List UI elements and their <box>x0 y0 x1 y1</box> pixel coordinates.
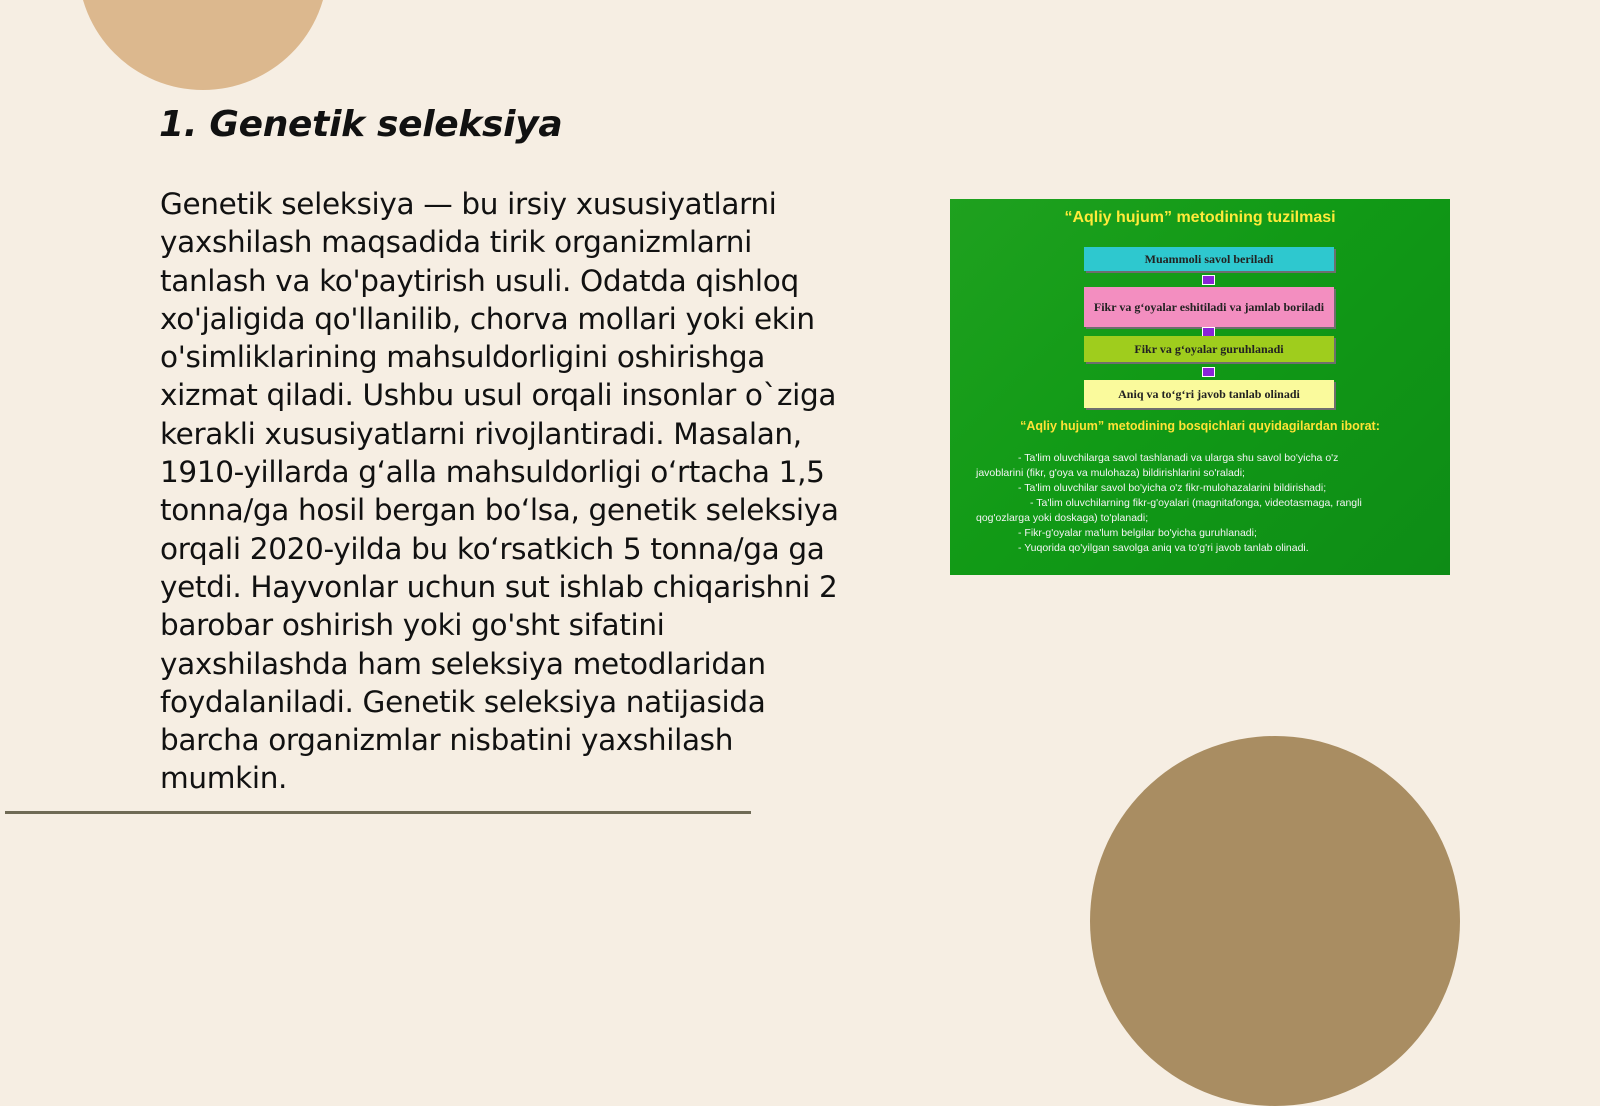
list-item: qog'ozlarga yoki doskaga) to'planadi; <box>976 512 1149 524</box>
diagram-step-box-4: Aniq va to‘g‘ri javob tanlab olinadi <box>1084 380 1334 408</box>
brainstorm-method-diagram <box>950 199 1450 575</box>
list-item: - Fikr-g'oyalar ma'lum belgilar bo'yicha guruhlanadi; <box>1018 527 1257 539</box>
list-item: - Ta'lim oluvchilar savol bo'yicha o'z fikr-mulohazalarini bildirishadi; <box>1018 482 1327 494</box>
decorative-circle-bottom <box>1090 736 1460 1106</box>
diagram-step-box-2: Fikr va g‘oyalar eshitiladi va jamlab boriladi <box>1084 287 1334 327</box>
slide-body-text: Genetik seleksiya — bu irsiy xususiyatlarni yaxshilash maqsadida tirik organizmlarni tanlash va ko'paytirish usuli. Odatda qishloq xo'jaligida qo'llanilib, chorva mollari yoki ekin o'simliklarining mahsuldorligini oshirishga xizmat qiladi. Ushbu usul orqali insonlar o`ziga kerakli xususiyatlarni rivojlantiradi. Masalan, 1910-yillarda g‘alla mahsuldorligi o‘rtacha 1,5 tonna/ga hosil bergan bo‘lsa, genetik seleksiya orqali 2020-yilda bu ko‘rsatkich 5 tonna/ga ga yetdi. Hayvonlar uchun sut ishlab chiqarishni 2 barobar oshirish yoki go'sht sifatini yaxshilashda ham seleksiya metodlaridan foydalaniladi. Genetik seleksiya natijasida barcha organizmlar nisbatini yaxshilash mumkin. <box>160 187 839 796</box>
list-item: - Yuqorida qo'yilgan savolga aniq va to'g'ri javob tanlab olinadi. <box>1018 542 1309 554</box>
diagram-step-box-3: Fikr va g‘oyalar guruhlanadi <box>1084 336 1334 362</box>
diagram-title: “Aqliy hujum” metodining tuzilmasi <box>1064 209 1336 226</box>
arrow-down-icon <box>1202 367 1215 377</box>
list-item: - Ta'lim oluvchilarning fikr-g'oyalari (magnitafonga, videotasmaga, rangli <box>1030 497 1362 509</box>
slide-title: 1. Genetik seleksiya <box>159 104 563 145</box>
diagram-subtitle: “Aqliy hujum” metodining bosqichlari quyidagilardan iborat: <box>1020 419 1380 433</box>
list-item: javoblarini (fikr, g'oya va mulohaza) bildirishlarini so'raladi; <box>976 467 1245 479</box>
diagram-step-box-1: Muammoli savol beriladi <box>1084 247 1334 271</box>
divider-line <box>5 811 751 814</box>
diagram-steps-list <box>976 451 1436 556</box>
list-item: - Ta'lim oluvchilarga savol tashlanadi va ularga shu savol bo'yicha o'z <box>1018 452 1339 464</box>
arrow-down-icon <box>1202 275 1215 285</box>
decorative-circle-top <box>78 0 328 90</box>
